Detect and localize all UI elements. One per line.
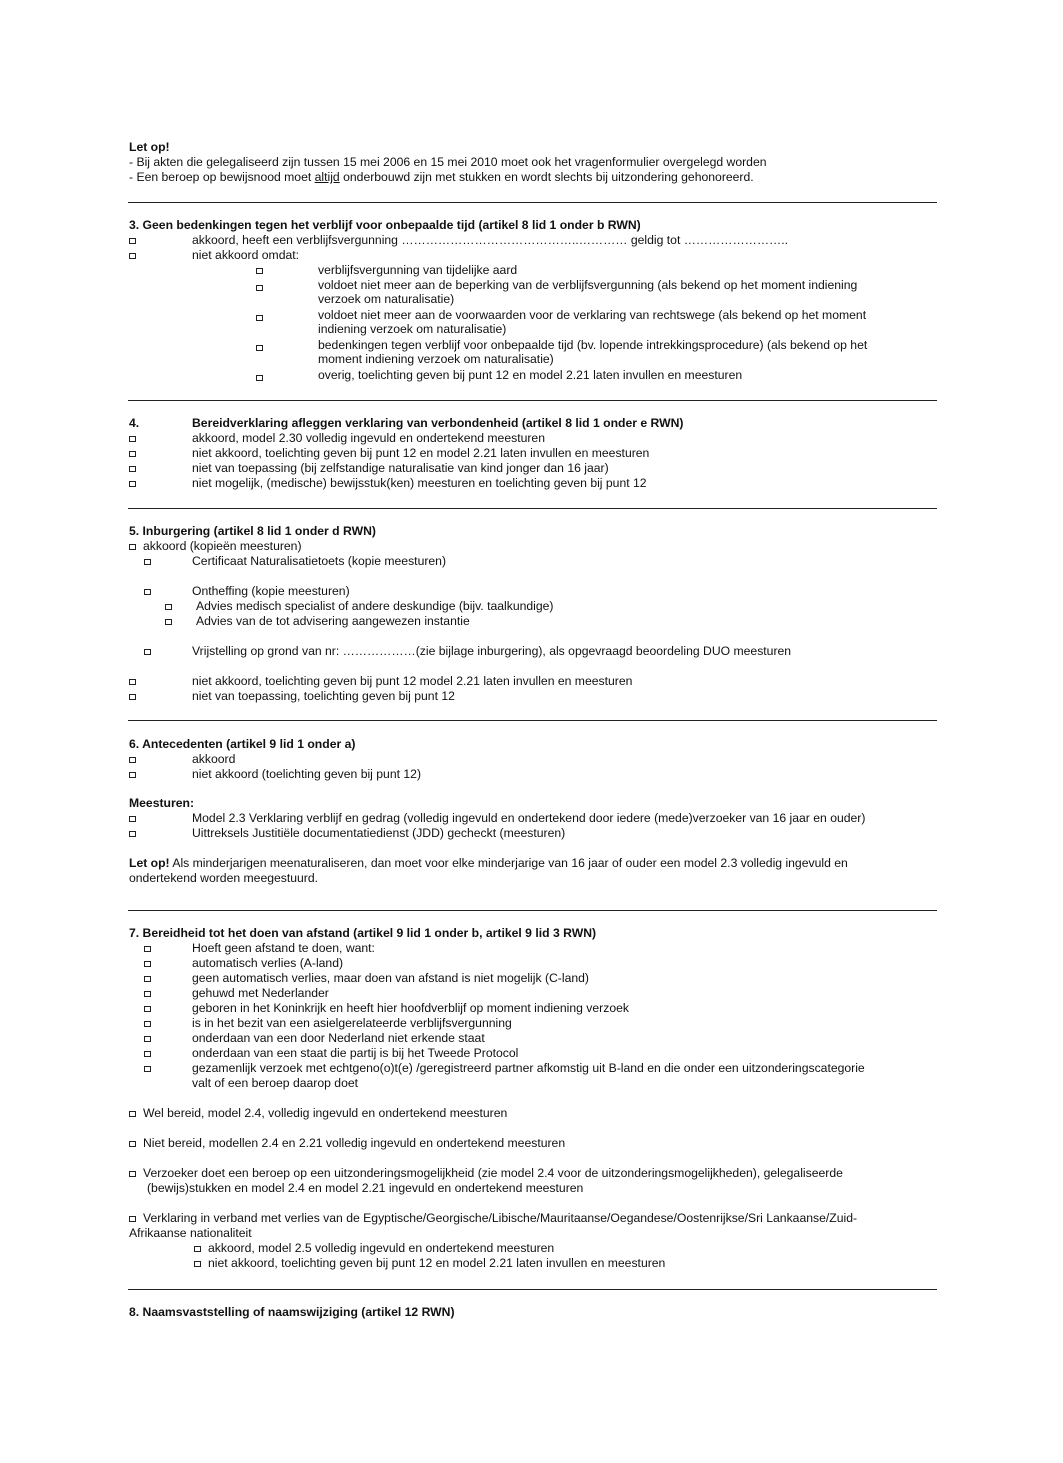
s7-verklaring-1: Verklaring in verband met verlies van de Egyptische/Georgische/Libische/Mauritaanse/Oegandese/Oostenrijkse/Sri Lankaanse/Zuid- xyxy=(143,1211,858,1225)
s3-sub-3b: indiening verzoek om naturalisatie) xyxy=(318,322,507,336)
divider xyxy=(128,400,937,401)
divider xyxy=(128,508,937,509)
checkbox[interactable] xyxy=(194,1261,201,1267)
checkbox[interactable] xyxy=(144,976,151,982)
checkbox[interactable] xyxy=(129,451,136,457)
divider xyxy=(128,720,937,721)
s3-sub-4b: moment indiening verzoek om naturalisatie) xyxy=(318,352,554,366)
s7-uitzondering-2: (bewijs)stukken en model 2.4 en model 2.21 ingevuld en ondertekend meesturen xyxy=(147,1181,584,1195)
s3-sub-2b: verzoek om naturalisatie) xyxy=(318,292,455,306)
s4-option-3: niet van toepassing (bij zelfstandige naturalisatie van kind jonger dan 16 jaar) xyxy=(192,461,609,475)
checkbox[interactable] xyxy=(129,694,136,700)
checkbox[interactable] xyxy=(129,757,136,763)
checkbox[interactable] xyxy=(194,1246,201,1252)
s7-reason-6: onderdaan van een door Nederland niet erkende staat xyxy=(192,1031,485,1045)
checkbox[interactable] xyxy=(165,604,172,610)
section-8-title: 8. Naamsvaststelling of naamswijziging (artikel 12 RWN) xyxy=(129,1305,455,1319)
checkbox[interactable] xyxy=(129,481,136,487)
s5-akkoord: akkoord (kopieën meesturen) xyxy=(143,539,302,553)
s7-verklaring-akkoord: akkoord, model 2.5 volledig ingevuld en ondertekend meesturen xyxy=(208,1241,555,1255)
s7-reason-8a: gezamenlijk verzoek met echtgeno(o)t(e) /geregistreerd partner afkomstig uit B-land en die onder een uitzonderingscategorie xyxy=(192,1061,865,1075)
letop-title: Let op! xyxy=(129,140,170,154)
s6-note-line-1: Let op! Als minderjarigen meenaturaliseren, dan moet voor elke minderjarige van 16 jaar of ouder een model 2.3 volledig ingevuld en xyxy=(129,856,848,870)
s3-sub-2a: voldoet niet meer aan de beperking van de verblijfsvergunning (als bekend op het moment indiening xyxy=(318,278,858,292)
checkbox[interactable] xyxy=(129,831,136,837)
s5-advies-1: Advies medisch specialist of andere deskundige (bijv. taalkundige) xyxy=(196,599,554,613)
checkbox[interactable] xyxy=(129,544,136,550)
section-3-title: 3. Geen bedenkingen tegen het verblijf voor onbepaalde tijd (artikel 8 lid 1 onder b RWN) xyxy=(129,218,641,232)
checkbox[interactable] xyxy=(129,1141,136,1147)
checkbox[interactable] xyxy=(144,1036,151,1042)
checkbox[interactable] xyxy=(129,466,136,472)
checkbox[interactable] xyxy=(256,375,263,381)
checkbox[interactable] xyxy=(256,315,263,321)
checkbox[interactable] xyxy=(256,345,263,351)
s7-hoeft-geen: Hoeft geen afstand te doen, want: xyxy=(192,941,375,955)
s7-reason-4: geboren in het Koninkrijk en heeft hier hoofdverblijf op moment indiening verzoek xyxy=(192,1001,629,1015)
s3-sub-5: overig, toelichting geven bij punt 12 en model 2.21 laten invullen en meesturen xyxy=(318,368,743,382)
s7-reason-1: automatisch verlies (A-land) xyxy=(192,956,344,970)
divider xyxy=(128,202,937,203)
checkbox[interactable] xyxy=(129,436,136,442)
checkbox[interactable] xyxy=(165,619,172,625)
checkbox[interactable] xyxy=(129,1111,136,1117)
checkbox[interactable] xyxy=(129,238,136,244)
divider xyxy=(128,1289,937,1290)
checkbox[interactable] xyxy=(256,285,263,291)
s5-advies-2: Advies van de tot advisering aangewezen instantie xyxy=(196,614,470,628)
s4-option-2: niet akkoord, toelichting geven bij punt 12 en model 2.21 laten invullen en meesturen xyxy=(192,446,650,460)
checkbox[interactable] xyxy=(256,268,263,274)
checkbox[interactable] xyxy=(144,649,151,655)
s3-sub-1: verblijfsvergunning van tijdelijke aard xyxy=(318,263,518,277)
section-6-title: 6. Antecedenten (artikel 9 lid 1 onder a) xyxy=(129,737,356,751)
s6-niet-akkoord: niet akkoord (toelichting geven bij punt 12) xyxy=(192,767,421,781)
s5-vrijstelling: Vrijstelling op grond van nr: ………………(zie bijlage inburgering), als opgevraagd beoordeling DUO meesturen xyxy=(192,644,792,658)
checkbox[interactable] xyxy=(129,816,136,822)
s3-option-akkoord: akkoord, heeft een verblijfsvergunning ……………………………………..………… geldig tot …………………….. xyxy=(192,233,789,247)
checkbox[interactable] xyxy=(129,253,136,259)
s6-akkoord: akkoord xyxy=(192,752,236,766)
checkbox[interactable] xyxy=(144,1021,151,1027)
checkbox[interactable] xyxy=(144,991,151,997)
checkbox[interactable] xyxy=(129,679,136,685)
checkbox[interactable] xyxy=(129,1216,136,1222)
section-7-title: 7. Bereidheid tot het doen van afstand (artikel 9 lid 1 onder b, artikel 9 lid 3 RWN) xyxy=(129,926,597,940)
s3-sub-4a: bedenkingen tegen verblijf voor onbepaalde tijd (bv. lopende intrekkingsprocedure) (als bekend op het xyxy=(318,338,868,352)
section-5-title: 5. Inburgering (artikel 8 lid 1 onder d RWN) xyxy=(129,524,376,538)
letop-line-2: - Een beroep op bewijsnood moet altijd onderbouwd zijn met stukken en wordt slechts bij uitzondering gehonoreerd. xyxy=(129,170,754,184)
checkbox[interactable] xyxy=(144,1006,151,1012)
s6-meesturen-1: Model 2.3 Verklaring verblijf en gedrag (volledig ingevuld en ondertekend door iedere (mede)verzoeker van 16 jaar en ouder) xyxy=(192,811,866,825)
s4-option-4: niet mogelijk, (medische) bewijsstuk(ken) meesturen en toelichting geven bij punt 12 xyxy=(192,476,647,490)
s7-wel-bereid: Wel bereid, model 2.4, volledig ingevuld en ondertekend meesturen xyxy=(143,1106,508,1120)
s6-note-bold: Let op! xyxy=(129,856,170,870)
s5-niet-van-toepassing: niet van toepassing, toelichting geven bij punt 12 xyxy=(192,689,455,703)
s7-reason-2: geen automatisch verlies, maar doen van afstand is niet mogelijk (C-land) xyxy=(192,971,589,985)
checkbox[interactable] xyxy=(144,1051,151,1057)
s3-option-niet-akkoord: niet akkoord omdat: xyxy=(192,248,300,262)
s6-meesturen-2: Uittreksels Justitiële documentatiedienst (JDD) gecheckt (meesturen) xyxy=(192,826,566,840)
s5-niet-akkoord: niet akkoord, toelichting geven bij punt 12 model 2.21 laten invullen en meesturen xyxy=(192,674,633,688)
divider xyxy=(128,910,937,911)
s7-reason-8b: valt of een beroep daarop doet xyxy=(192,1076,359,1090)
s5-certificaat: Certificaat Naturalisatietoets (kopie meesturen) xyxy=(192,554,447,568)
section-4-number: 4. xyxy=(129,416,140,430)
checkbox[interactable] xyxy=(144,589,151,595)
altijd-emphasis: altijd xyxy=(314,170,340,184)
checkbox[interactable] xyxy=(129,772,136,778)
checkbox[interactable] xyxy=(144,1066,151,1072)
s7-verklaring-niet-akkoord: niet akkoord, toelichting geven bij punt 12 en model 2.21 laten invullen en meesturen xyxy=(208,1256,666,1270)
letop-line-1: - Bij akten die gelegaliseerd zijn tussen 15 mei 2006 en 15 mei 2010 moet ook het vragenformulier overgelegd worden xyxy=(129,155,767,169)
s7-verklaring-2: Afrikaanse nationaliteit xyxy=(129,1226,252,1240)
s6-note-line-2: ondertekend worden meegestuurd. xyxy=(129,871,319,885)
s3-sub-3a: voldoet niet meer aan de voorwaarden voor de verklaring van rechtswege (als bekend op het moment xyxy=(318,308,867,322)
s7-reason-7: onderdaan van een staat die partij is bij het Tweede Protocol xyxy=(192,1046,519,1060)
checkbox[interactable] xyxy=(129,1171,136,1177)
s7-niet-bereid: Niet bereid, modellen 2.4 en 2.21 volledig ingevuld en ondertekend meesturen xyxy=(143,1136,566,1150)
checkbox[interactable] xyxy=(144,946,151,952)
checkbox[interactable] xyxy=(144,559,151,565)
s6-meesturen-heading: Meesturen: xyxy=(129,796,195,810)
s7-reason-5: is in het bezit van een asielgerelateerde verblijfsvergunning xyxy=(192,1016,512,1030)
s5-ontheffing: Ontheffing (kopie meesturen) xyxy=(192,584,350,598)
s4-option-1: akkoord, model 2.30 volledig ingevuld en ondertekend meesturen xyxy=(192,431,545,445)
s7-uitzondering-1: Verzoeker doet een beroep op een uitzonderingsmogelijkheid (zie model 2.4 voor de uitzonderingsmogelijkheden), gelegaliseerde xyxy=(143,1166,843,1180)
checkbox[interactable] xyxy=(144,961,151,967)
s7-reason-3: gehuwd met Nederlander xyxy=(192,986,329,1000)
section-4-title: Bereidverklaring afleggen verklaring van verbondenheid (artikel 8 lid 1 onder e RWN) xyxy=(192,416,684,430)
